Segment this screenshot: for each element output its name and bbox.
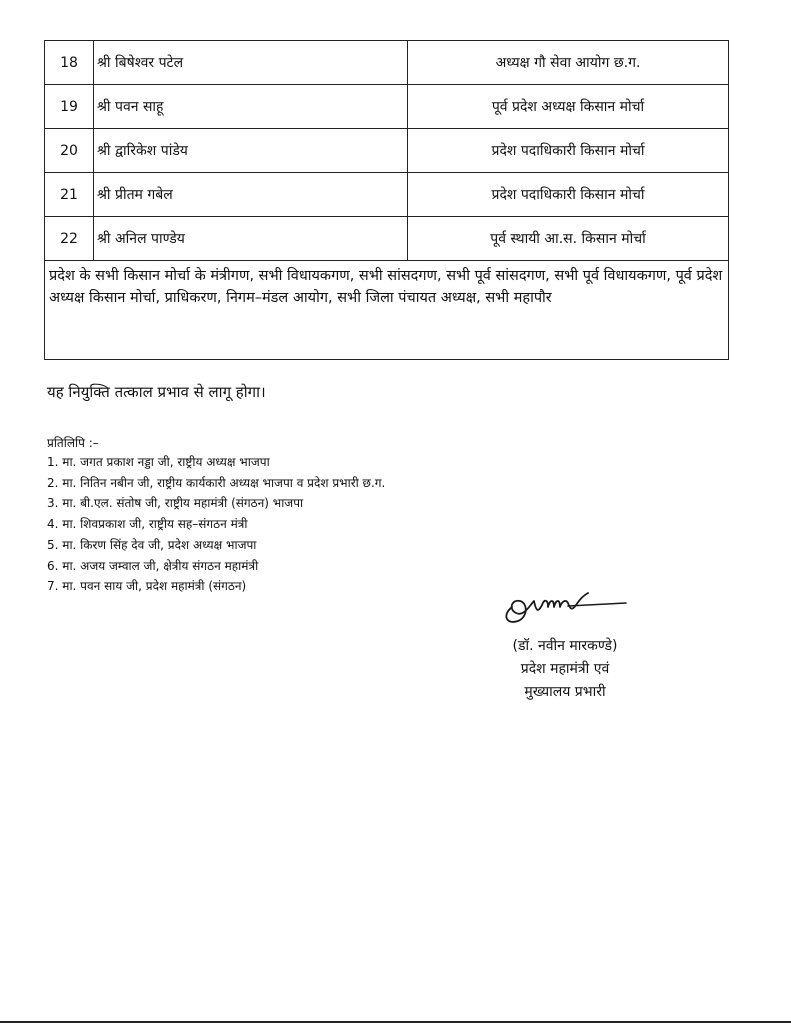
table-row — [45, 217, 729, 261]
list-item: 3. मा. बी.एल. संतोष जी, राष्ट्रीय महामंत्री (संगठन) भाजपा — [47, 496, 304, 511]
signatory-title: प्रदेश महामंत्री एवं — [520, 661, 610, 677]
member-post: प्रदेश पदाधिकारी किसान मोर्चा — [408, 129, 729, 173]
member-name: श्री प्रीतम गबेल — [94, 173, 408, 217]
invitee-note: प्रदेश के सभी किसान मोर्चा के मंत्रीगण, सभी विधायकगण, सभी सांसदगण, सभी पूर्व सांसदगण, सभी पूर्व विधायकगण, पूर्व प्रदेश अध्यक्ष किसान मोर्चा, प्राधिकरण, निगम–मंडल आयोग, सभी जिला पंचायत अध्यक्ष, सभी महापौर — [45, 261, 729, 360]
list-item: 2. मा. नितिन नबीन जी, राष्ट्रीय कार्यकारी अध्यक्ष भाजपा व प्रदेश प्रभारी छ.ग. — [47, 475, 386, 490]
table-row — [45, 129, 729, 173]
table-note-row — [45, 261, 729, 360]
member-name: श्री बिषेश्वर पटेल — [94, 41, 408, 85]
serial-number: 18 — [45, 41, 94, 85]
page-bottom-divider — [0, 1021, 791, 1023]
list-item: 1. मा. जगत प्रकाश नड्डा जी, राष्ट्रीय अध्यक्ष भाजपा — [47, 455, 270, 469]
member-name: श्री अनिल पाण्डेय — [94, 217, 408, 261]
serial-number: 19 — [45, 85, 94, 129]
signatory-title: मुख्यालय प्रभारी — [524, 684, 606, 700]
list-item: 4. मा. शिवप्रकाश जी, राष्ट्रीय सह–संगठन मंत्री — [47, 517, 248, 532]
serial-number: 20 — [45, 129, 94, 173]
effective-statement: यह नियुक्ति तत्काल प्रभाव से लागू होगा। — [47, 383, 266, 401]
table-row — [45, 173, 729, 217]
handwritten-signature — [498, 585, 633, 625]
signatory-block — [470, 635, 660, 704]
list-item: 7. मा. पवन साय जी, प्रदेश महामंत्री (संगठन) — [47, 579, 247, 594]
members-table — [44, 40, 729, 360]
serial-number: 22 — [45, 217, 94, 261]
table-row — [45, 41, 729, 85]
member-post: पूर्व प्रदेश अध्यक्ष किसान मोर्चा — [408, 85, 729, 129]
signatory-name: (डॉ. नवीन मारकण्डे) — [512, 638, 618, 654]
table-row — [45, 85, 729, 129]
list-item: 6. मा. अजय जम्वाल जी, क्षेत्रीय संगठन महामंत्री — [47, 558, 259, 573]
member-name: श्री पवन साहू — [94, 85, 408, 129]
serial-number: 21 — [45, 173, 94, 217]
copy-to-heading: प्रतिलिपि :– — [47, 436, 99, 450]
member-post: प्रदेश पदाधिकारी किसान मोर्चा — [408, 173, 729, 217]
list-item: 5. मा. किरण सिंह देव जी, प्रदेश अध्यक्ष भाजपा — [47, 537, 257, 552]
copy-to-list — [47, 452, 385, 597]
member-name: श्री द्वारिकेश पांडेय — [94, 129, 408, 173]
member-post: अध्यक्ष गौ सेवा आयोग छ.ग. — [408, 41, 729, 85]
member-post: पूर्व स्थायी आ.स. किसान मोर्चा — [408, 217, 729, 261]
